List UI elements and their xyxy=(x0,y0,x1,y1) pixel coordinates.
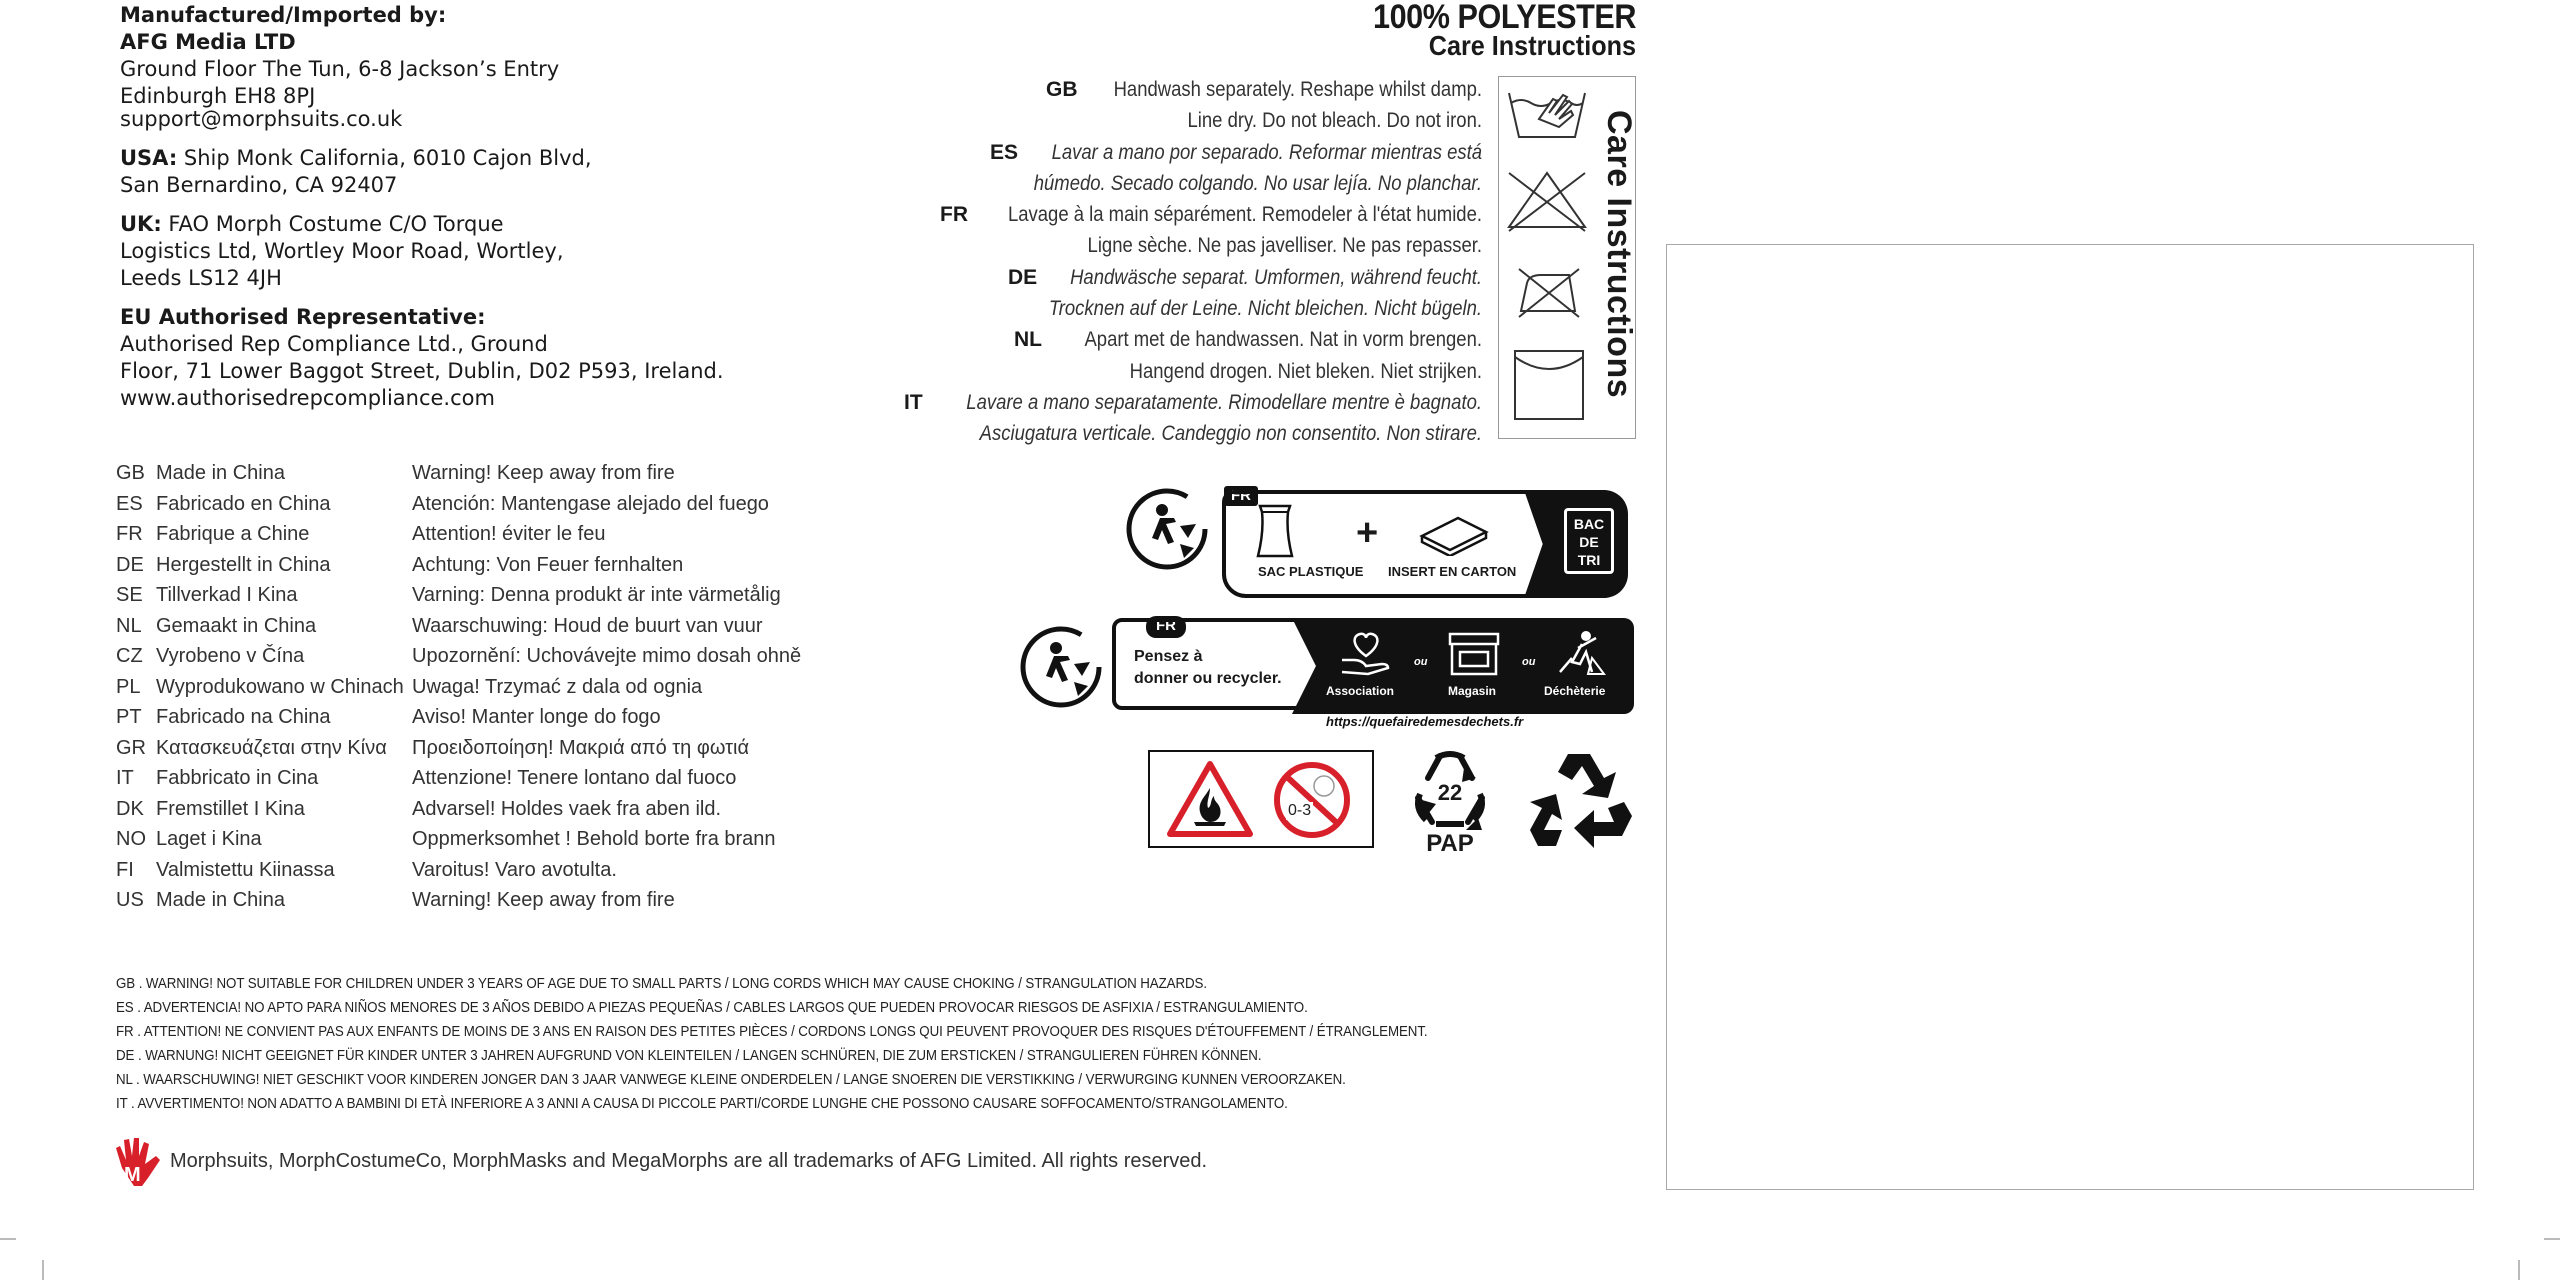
usa-label: USA: xyxy=(120,146,178,170)
care-block xyxy=(860,324,1482,387)
country-code: FR xyxy=(116,523,143,545)
pap-recycle-icon xyxy=(1400,748,1500,858)
handwash-icon xyxy=(1505,85,1589,145)
or-label: ou xyxy=(1414,656,1428,668)
not-for-0-3-icon xyxy=(1272,760,1352,840)
table-row xyxy=(116,611,836,642)
age-badge: 0-3 xyxy=(1288,802,1312,819)
donate-recycle-text xyxy=(1134,646,1282,690)
table-row xyxy=(116,855,836,886)
fire-warning-text: Waarschuwing: Houd de buurt van vuur xyxy=(412,614,763,637)
or-label: ou xyxy=(1522,656,1536,668)
country-code: GR xyxy=(116,736,146,759)
eu-rep-line: Authorised Rep Compliance Ltd., Ground xyxy=(120,332,548,356)
eu-rep-heading: EU Authorised Representative: xyxy=(120,305,486,329)
made-in-text: Fabricado en China xyxy=(156,492,331,515)
triman-banner-2 xyxy=(1112,618,1634,714)
care-line: Hangend drogen. Niet bleken. Niet strijken. xyxy=(1129,359,1482,383)
waste-center-icon xyxy=(1552,628,1608,678)
table-row xyxy=(116,794,836,825)
table-row xyxy=(116,641,836,672)
usa-line: Ship Monk California, 6010 Cajon Blvd, xyxy=(177,146,592,170)
sorting-bin-icon xyxy=(1564,508,1614,574)
plastic-bag-icon xyxy=(1248,502,1302,560)
table-row xyxy=(116,489,836,520)
usa-line: San Bernardino, CA 92407 xyxy=(120,173,398,197)
care-instructions-heading: Care Instructions xyxy=(1428,30,1636,61)
fire-warning-text: Atención: Mantengase alejado del fuego xyxy=(412,492,769,515)
company-name: AFG Media LTD xyxy=(120,30,296,54)
care-line: Apart met de handwassen. Nat in vorm brengen. xyxy=(1084,328,1482,352)
language-code: GB xyxy=(1046,78,1078,101)
made-in-text: Gemaakt in China xyxy=(156,614,317,637)
country-code: DK xyxy=(116,797,144,820)
care-line: Handwäsche separat. Umformen, während feucht. xyxy=(1070,265,1482,289)
uk-line: Leeds LS12 4JH xyxy=(120,266,282,290)
country-code: PT xyxy=(116,706,142,728)
made-in-text: Tillverkad I Kina xyxy=(156,584,298,606)
fire-warning-text: Varoitus! Varo avotulta. xyxy=(412,858,617,881)
language-code: IT xyxy=(904,390,923,414)
crop-mark xyxy=(0,1238,16,1240)
usa-address xyxy=(120,145,840,172)
manufacturer-heading: Manufactured/Imported by: xyxy=(120,3,447,27)
item-label: SAC PLASTIQUE xyxy=(1258,564,1364,579)
care-line: Ligne sèche. Ne pas javelliser. Ne pas repasser. xyxy=(1087,234,1482,258)
country-code: SE xyxy=(116,584,143,606)
bin-text: BAC xyxy=(1573,516,1605,532)
care-line: Trocknen auf der Leine. Nicht bleichen. Nicht bügeln. xyxy=(1048,297,1482,321)
care-line: Handwash separately. Reshape whilst damp. xyxy=(1113,78,1482,101)
hazard-box xyxy=(1148,750,1374,848)
support-email: support@morphsuits.co.uk xyxy=(120,107,403,131)
carton-insert-icon xyxy=(1418,512,1490,556)
table-row xyxy=(116,702,836,733)
fr-tag: FR xyxy=(1224,486,1258,506)
eu-rep-website: www.authorisedrepcompliance.com xyxy=(120,386,495,410)
made-in-text: Fabrique a Chine xyxy=(156,523,310,545)
svg-text:M: M xyxy=(124,1164,141,1186)
care-line: Lavage à la main séparément. Remodeler à l'état humide. xyxy=(1007,203,1482,227)
care-line: Lavar a mano por separado. Reformar mientras está xyxy=(1051,140,1482,164)
care-line: Asciugatura verticale. Candeggio non consentito. Non stirare. xyxy=(979,422,1482,446)
trademark-line xyxy=(112,1134,1207,1188)
fire-warning-text: Upozornění: Uchovávejte mimo dosah ohně xyxy=(412,645,802,667)
care-line: húmedo. Secado colgando. No usar lejía. No planchar. xyxy=(1033,171,1482,195)
fire-warning-text: Warning! Keep away from fire xyxy=(412,462,675,484)
address-line: Edinburgh EH8 8PJ xyxy=(120,84,316,108)
care-block xyxy=(860,74,1482,137)
donate-line: donner ou recycler. xyxy=(1134,670,1282,687)
recycle-icon xyxy=(1528,748,1636,852)
option-label: Association xyxy=(1326,684,1395,698)
origin-warning-table xyxy=(116,458,836,916)
fire-warning-text: Uwaga! Trzymać z dala od ognia xyxy=(412,675,703,698)
care-instructions-text xyxy=(860,74,1482,450)
fire-warning-text: Aviso! Manter longe do fogo xyxy=(412,706,661,728)
trademark-text: Morphsuits, MorphCostumeCo, MorphMasks and MegaMorphs are all trademarks of AFG Limited. All rights reserved. xyxy=(170,1149,1208,1172)
line-dry-icon xyxy=(1511,347,1587,423)
care-block xyxy=(860,387,1482,450)
country-code: US xyxy=(116,889,144,911)
made-in-text: Laget i Kina xyxy=(156,828,262,850)
crop-mark xyxy=(2544,1238,2560,1240)
made-in-text: Fabricado na China xyxy=(156,706,331,728)
made-in-text: Fabbricato in Cina xyxy=(156,767,319,789)
country-code: NL xyxy=(116,614,142,637)
table-row xyxy=(116,519,836,550)
table-row xyxy=(116,580,836,611)
uk-line: Logistics Ltd, Wortley Moor Road, Wortley, xyxy=(120,239,564,263)
table-row xyxy=(116,885,836,916)
uk-line: FAO Morph Costume C/O Torque xyxy=(161,212,504,236)
country-code: NO xyxy=(116,828,146,850)
country-code: IT xyxy=(116,767,134,789)
table-row xyxy=(116,824,836,855)
crop-mark xyxy=(2518,1260,2520,1280)
made-in-text: Κατασκευάζεται στην Κίνα xyxy=(156,736,387,759)
fire-warning-text: Warning! Keep away from fire xyxy=(412,889,675,911)
eu-rep-line: Floor, 71 Lower Baggot Street, Dublin, D02 P593, Ireland. xyxy=(120,359,724,383)
country-code: GB xyxy=(116,462,145,484)
uk-label: UK: xyxy=(120,212,162,236)
made-in-text: Wyprodukowano w Chinach xyxy=(156,675,404,698)
table-row xyxy=(116,550,836,581)
triman-icon xyxy=(1124,486,1210,572)
option-label: Magasin xyxy=(1448,684,1497,698)
language-code: DE xyxy=(1008,265,1038,289)
choking-warning-line: ES . ADVERTENCIA! NO APTO PARA NIÑOS MENORES DE 3 AÑOS DEBIDO A PIEZAS PEQUEÑAS / CABLES LARGOS QUE PUEDEN PROVOCAR RIESGOS DE ASFIXIA / ESTRANGULAMIENTO. xyxy=(116,1000,1308,1016)
care-vertical-title xyxy=(1588,110,1648,400)
care-line: Lavare a mano separatamente. Rimodellare mentre è bagnato. xyxy=(966,390,1482,414)
bin-text: DE xyxy=(1579,534,1599,550)
care-block xyxy=(860,199,1482,262)
crop-mark xyxy=(42,1260,44,1280)
recycling-url[interactable]: https://quefairedemesdechets.fr xyxy=(1326,714,1524,729)
bin-text: TRI xyxy=(1577,552,1601,568)
choking-warning-line: NL . WAARSCHUWING! NIET GESCHIKT VOOR KINDEREN JONGER DAN 3 JAAR VANWEGE KLEINE ONDERDELEN / LANGE SNOEREN DIE VERSTIKKING / VERWURGING KUNNEN VEROORZAKEN. xyxy=(116,1072,1346,1088)
fire-warning-text: Advarsel! Holdes vaek fra aben ild. xyxy=(412,797,722,820)
country-code: PL xyxy=(116,675,141,698)
table-row xyxy=(116,733,836,764)
uk-address xyxy=(120,211,840,238)
address-line: Ground Floor The Tun, 6-8 Jackson’s Entry xyxy=(120,57,560,81)
donate-line: Pensez à xyxy=(1134,648,1203,665)
pap-label: PAP xyxy=(1426,830,1474,857)
language-code: NL xyxy=(1014,328,1042,352)
do-not-iron-icon xyxy=(1513,263,1585,321)
made-in-text: Valmistettu Kiinassa xyxy=(156,858,335,881)
care-block xyxy=(860,137,1482,200)
care-line: Line dry. Do not bleach. Do not iron. xyxy=(1187,109,1482,133)
language-code: FR xyxy=(940,203,968,227)
fire-warning-text: Attenzione! Tenere lontano dal fuoco xyxy=(412,767,737,789)
plus-sign: + xyxy=(1356,512,1379,554)
fire-warning-text: Varning: Denna produkt är inte värmetålig xyxy=(412,584,781,606)
care-vertical-text: Care Instructions xyxy=(1600,110,1638,399)
fire-warning-text: Achtung: Von Feuer fernhalten xyxy=(412,553,684,576)
do-not-bleach-icon xyxy=(1505,169,1589,233)
manufacturer-block xyxy=(120,2,840,412)
made-in-text: Vyrobeno v Čína xyxy=(156,645,305,667)
shop-icon xyxy=(1446,630,1502,678)
country-code: CZ xyxy=(116,645,143,667)
made-in-text: Made in China xyxy=(156,462,285,484)
morphsuits-logo-icon xyxy=(112,1134,164,1188)
choking-warning-line: IT . AVVERTIMENTO! NON ADATTO A BAMBINI DI ETÀ INFERIORE A 3 ANNI A CAUSA DI PICCOLE PARTI/CORDE LUNGHE CHE POSSONO CAUSARE SOFFOCAMENTO/STRANGOLAMENTO. xyxy=(116,1096,1288,1112)
table-row xyxy=(116,458,836,489)
choking-warning-line: FR . ATTENTION! NE CONVIENT PAS AUX ENFANTS DE MOINS DE 3 ANS EN RAISON DES PETITES PIÈCES / CORDONS LONGS QUI PEUVENT PROVOQUER DES RISQUES D'ÉTOUFFEMENT / ÉTRANGLEMENT. xyxy=(116,1024,1428,1040)
country-code: FI xyxy=(116,858,134,881)
item-label: INSERT EN CARTON xyxy=(1388,564,1517,579)
material-heading: 100% POLYESTER xyxy=(1373,0,1636,36)
pap-number: 22 xyxy=(1437,780,1463,805)
option-label: Déchèterie xyxy=(1544,684,1606,698)
made-in-text: Made in China xyxy=(156,889,285,911)
fire-warning-text: Προειδοποίηση! Μακριά από τη φωτιά xyxy=(412,736,750,759)
made-in-text: Hergestellt in China xyxy=(156,553,331,576)
table-row xyxy=(116,763,836,794)
fire-warning-text: Oppmerksomhet ! Behold borte fra brann xyxy=(412,828,776,850)
blank-label-panel xyxy=(1666,244,2474,1190)
fr-tag: FR xyxy=(1146,616,1186,638)
care-block xyxy=(860,262,1482,325)
country-code: DE xyxy=(116,553,144,576)
table-row xyxy=(116,672,836,703)
choking-warning-line: GB . WARNING! NOT SUITABLE FOR CHILDREN UNDER 3 YEARS OF AGE DUE TO SMALL PARTS / LONG CORDS WHICH MAY CAUSE CHOKING / STRANGULATION HAZARDS. xyxy=(116,976,1207,992)
choking-warnings xyxy=(116,972,1516,1116)
flammable-icon xyxy=(1164,758,1256,840)
association-icon xyxy=(1338,630,1394,678)
triman-banner-1 xyxy=(1222,487,1632,592)
triman-icon xyxy=(1018,624,1104,710)
language-code: ES xyxy=(990,140,1019,164)
made-in-text: Fremstillet I Kina xyxy=(156,797,305,820)
fire-warning-text: Attention! éviter le feu xyxy=(412,523,606,545)
country-code: ES xyxy=(116,492,143,515)
choking-warning-line: DE . WARNUNG! NICHT GEEIGNET FÜR KINDER UNTER 3 JAHREN AUFGRUND VON KLEINTEILEN / LANGEN SCHNÜREN, DIE ZUM ERSTICKEN / STRANGULIEREN FÜHREN KÖNNEN. xyxy=(116,1048,1262,1064)
